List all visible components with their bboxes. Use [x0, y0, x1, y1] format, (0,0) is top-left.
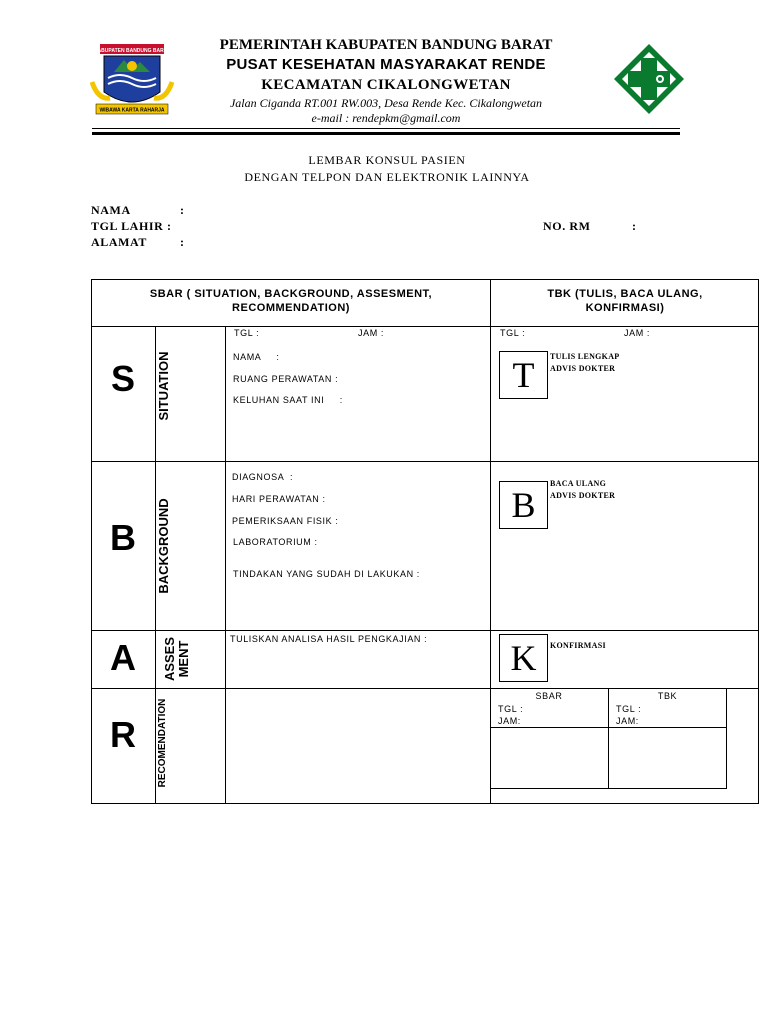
r-sbar-jam: JAM: — [498, 716, 521, 726]
r-tbk-jam: JAM: — [616, 716, 639, 726]
s-tbk-jam: JAM : — [624, 328, 651, 338]
s-nama: NAMA : — [233, 352, 280, 362]
s-jam: JAM : — [358, 328, 385, 338]
s-ruang: RUANG PERAWATAN : — [233, 374, 339, 384]
label-assessment-1: ASSES — [162, 636, 177, 682]
colon-nama: : — [180, 203, 184, 217]
table-rule — [91, 630, 759, 631]
title-line2: DENGAN TELPON DAN ELEKTRONIK LAINNYA — [244, 170, 530, 184]
r-tbk-tgl: TGL : — [616, 704, 642, 714]
colon-no-rm: : — [632, 219, 636, 233]
r-tbk-head: TBK — [657, 691, 678, 701]
letter-s: S — [110, 358, 135, 399]
label-nama: NAMA — [91, 203, 131, 217]
puskesmas-cross-icon — [612, 42, 686, 116]
label-recomendation: RECOMENDATION — [157, 698, 168, 788]
b-hari: HARI PERAWATAN : — [232, 494, 326, 504]
header-line1: PEMERINTAH KABUPATEN BANDUNG BARAT — [219, 37, 553, 53]
b-diagnosa: DIAGNOSA : — [232, 472, 294, 482]
r-sbar-head: SBAR — [535, 691, 563, 701]
label-background: BACKGROUND — [156, 498, 171, 594]
table-rule — [225, 326, 226, 804]
tbk-t-text1: TULIS LENGKAP — [550, 352, 620, 361]
label-tgl-lahir: TGL LAHIR : — [91, 219, 172, 233]
colon-alamat: : — [180, 235, 184, 249]
letter-r: R — [110, 714, 136, 755]
svg-text:KABUPATEN BANDUNG BARAT: KABUPATEN BANDUNG BARAT — [93, 48, 171, 54]
table-rule — [91, 326, 759, 327]
tbk-b-text1: BACA ULANG — [550, 479, 607, 488]
head-sbar: SBAR ( SITUATION, BACKGROUND, ASSESMENT, RECOMMENDATION) — [149, 288, 433, 314]
label-assessment-2: MENT — [176, 640, 191, 678]
header-line2: PUSAT KESEHATAN MASYARAKAT RENDE — [226, 56, 546, 73]
b-lab: LABORATORIUM : — [233, 537, 318, 547]
head-tbk: TBK (TULIS, BACA ULANG, KONFIRMASI) — [547, 288, 703, 314]
letter-a: A — [110, 637, 136, 678]
tbk-box-k: K — [499, 634, 548, 682]
b-tindakan: TINDAKAN YANG SUDAH DI LAKUKAN : — [233, 569, 420, 579]
s-tbk-tgl: TGL : — [500, 328, 526, 338]
header-address: Jalan Ciganda RT.001 RW.003, Desa Rende Kec. Cikalongwetan — [229, 96, 543, 110]
header-rule-thin — [92, 128, 680, 129]
tbk-t-text2: ADVIS DOKTER — [550, 364, 616, 373]
r-sbar-tgl: TGL : — [498, 704, 524, 714]
signature-grid-divider — [608, 688, 609, 789]
s-tgl: TGL : — [234, 328, 260, 338]
signature-grid-divider — [490, 727, 727, 728]
header-rule-thick — [92, 132, 680, 135]
tbk-box-t: T — [499, 351, 548, 399]
label-situation: SITUATION — [156, 351, 171, 421]
district-logo — [90, 42, 174, 124]
a-analisa: TULISKAN ANALISA HASIL PENGKAJIAN : — [230, 634, 428, 644]
b-pemeriksaan: PEMERIKSAAN FISIK : — [232, 516, 339, 526]
letter-b: B — [110, 517, 136, 558]
tbk-k-text1: KONFIRMASI — [550, 641, 606, 650]
label-no-rm: NO. RM — [543, 219, 591, 233]
s-keluhan: KELUHAN SAAT INI : — [233, 395, 343, 405]
title-line1: LEMBAR KONSUL PASIEN — [308, 153, 466, 167]
table-rule — [91, 461, 759, 462]
label-alamat: ALAMAT — [91, 235, 148, 249]
tbk-b-text2: ADVIS DOKTER — [550, 491, 616, 500]
tbk-box-b: B — [499, 481, 548, 529]
header-email: e-mail : rendepkm@gmail.com — [311, 111, 461, 125]
header-line3: KECAMATAN CIKALONGWETAN — [261, 77, 511, 93]
svg-text:WIBAWA KARTA RAHARJA: WIBAWA KARTA RAHARJA — [99, 107, 165, 114]
